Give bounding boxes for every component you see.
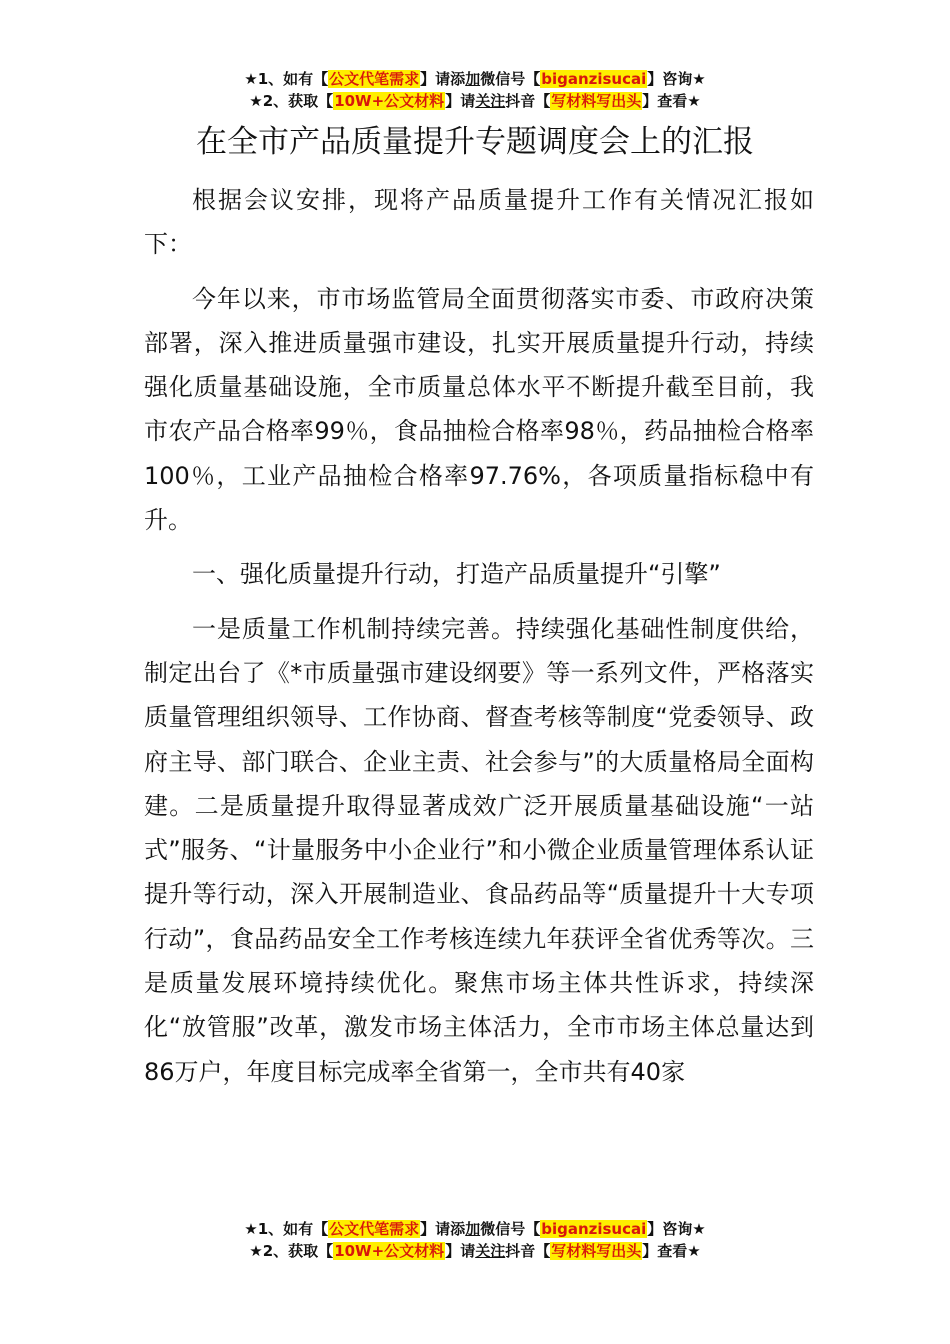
promo-underline: 关注 [475,92,506,110]
promo-underline: 关注 [475,1242,506,1260]
promo-highlight: 10W+公文材料 [334,1242,445,1260]
promo-text: 】查看★ [642,1242,701,1260]
promo-text: ★1、如有【 [244,70,329,88]
paragraph-detail: 一是质量工作机制持续完善。持续强化基础性制度供给，制定出台了《*市质量强市建设纲要》等一系列文件，严格落实质量管理组织领导、工作协商、督查考核等制度“党委领导、政府主导、部门联合、企业主责、社会参与”的大质量格局全面构建。二是质量提升取得显著成效广泛开展质量基础设施“一站式”服务、“计量服务中小企业行”和小微企业质量管理体系认证提升等行动，深入开展制造业、食品药品等“质量提升十大专项行动”，食品药品安全工作考核连续九年获评全省优秀等次。三是质量发展环境持续优化。聚焦市场主体共性诉求，持续深化“放管服”改革，激发市场主体活力，全市市场主体总量达到86万户，年度目标完成率全省第一，全市共有40家 [144,614,814,1086]
promo-line-2 [0,90,950,112]
document-title: 在全市产品质量提升专题调度会上的汇报 [196,124,754,160]
promo-text: 】请 [445,1242,476,1260]
paragraph-intro: 根据会议安排，现将产品质量提升工作有关情况汇报如下： [144,186,814,259]
promo-text: 】咨询★ [647,1220,706,1238]
promo-text: 】查看★ [642,92,701,110]
promo-text: 】请添 [420,1220,466,1238]
promo-line-2 [0,1240,950,1262]
promo-text: 抖音【 [505,1242,551,1260]
promo-text: 微信号【 [480,70,541,88]
paragraph-summary: 今年以来，市市场监管局全面贯彻落实市委、市政府决策部署，深入推进质量强市建设，扎实开展质量提升行动，持续强化质量基础设施，全市质量总体水平不断提升截至目前，我市农产品合格率99％，食品抽检合格率98％，药品抽检合格率100％，工业产品抽检合格率97.76%，各项质量指标稳中有升。 [144,284,814,535]
document-body [144,178,814,1094]
promo-highlight: 10W+公文材料 [334,92,445,110]
promo-highlight: 公文代笔需求 [329,70,420,88]
promo-line-1 [0,1218,950,1240]
promo-underline: 加 [465,70,481,88]
promo-highlight: 写材料写出头 [551,92,642,110]
promo-line-1 [0,68,950,90]
promo-highlight: biganzisucai [541,1220,647,1238]
promo-highlight: 写材料写出头 [551,1242,642,1260]
promo-banner-top [0,68,950,112]
promo-text: 】请 [445,92,476,110]
promo-highlight: biganzisucai [541,70,647,88]
section-heading: 一、强化质量提升行动，打造产品质量提升“引擎” [192,560,721,589]
promo-underline: 加 [465,1220,481,1238]
promo-text: ★2、获取【 [249,1242,334,1260]
promo-text: 】请添 [420,70,466,88]
promo-text: ★2、获取【 [249,92,334,110]
promo-text: ★1、如有【 [244,1220,329,1238]
promo-text: 】咨询★ [647,70,706,88]
promo-text: 微信号【 [480,1220,541,1238]
promo-highlight: 公文代笔需求 [329,1220,420,1238]
promo-text: 抖音【 [505,92,551,110]
promo-banner-bottom [0,1218,950,1262]
